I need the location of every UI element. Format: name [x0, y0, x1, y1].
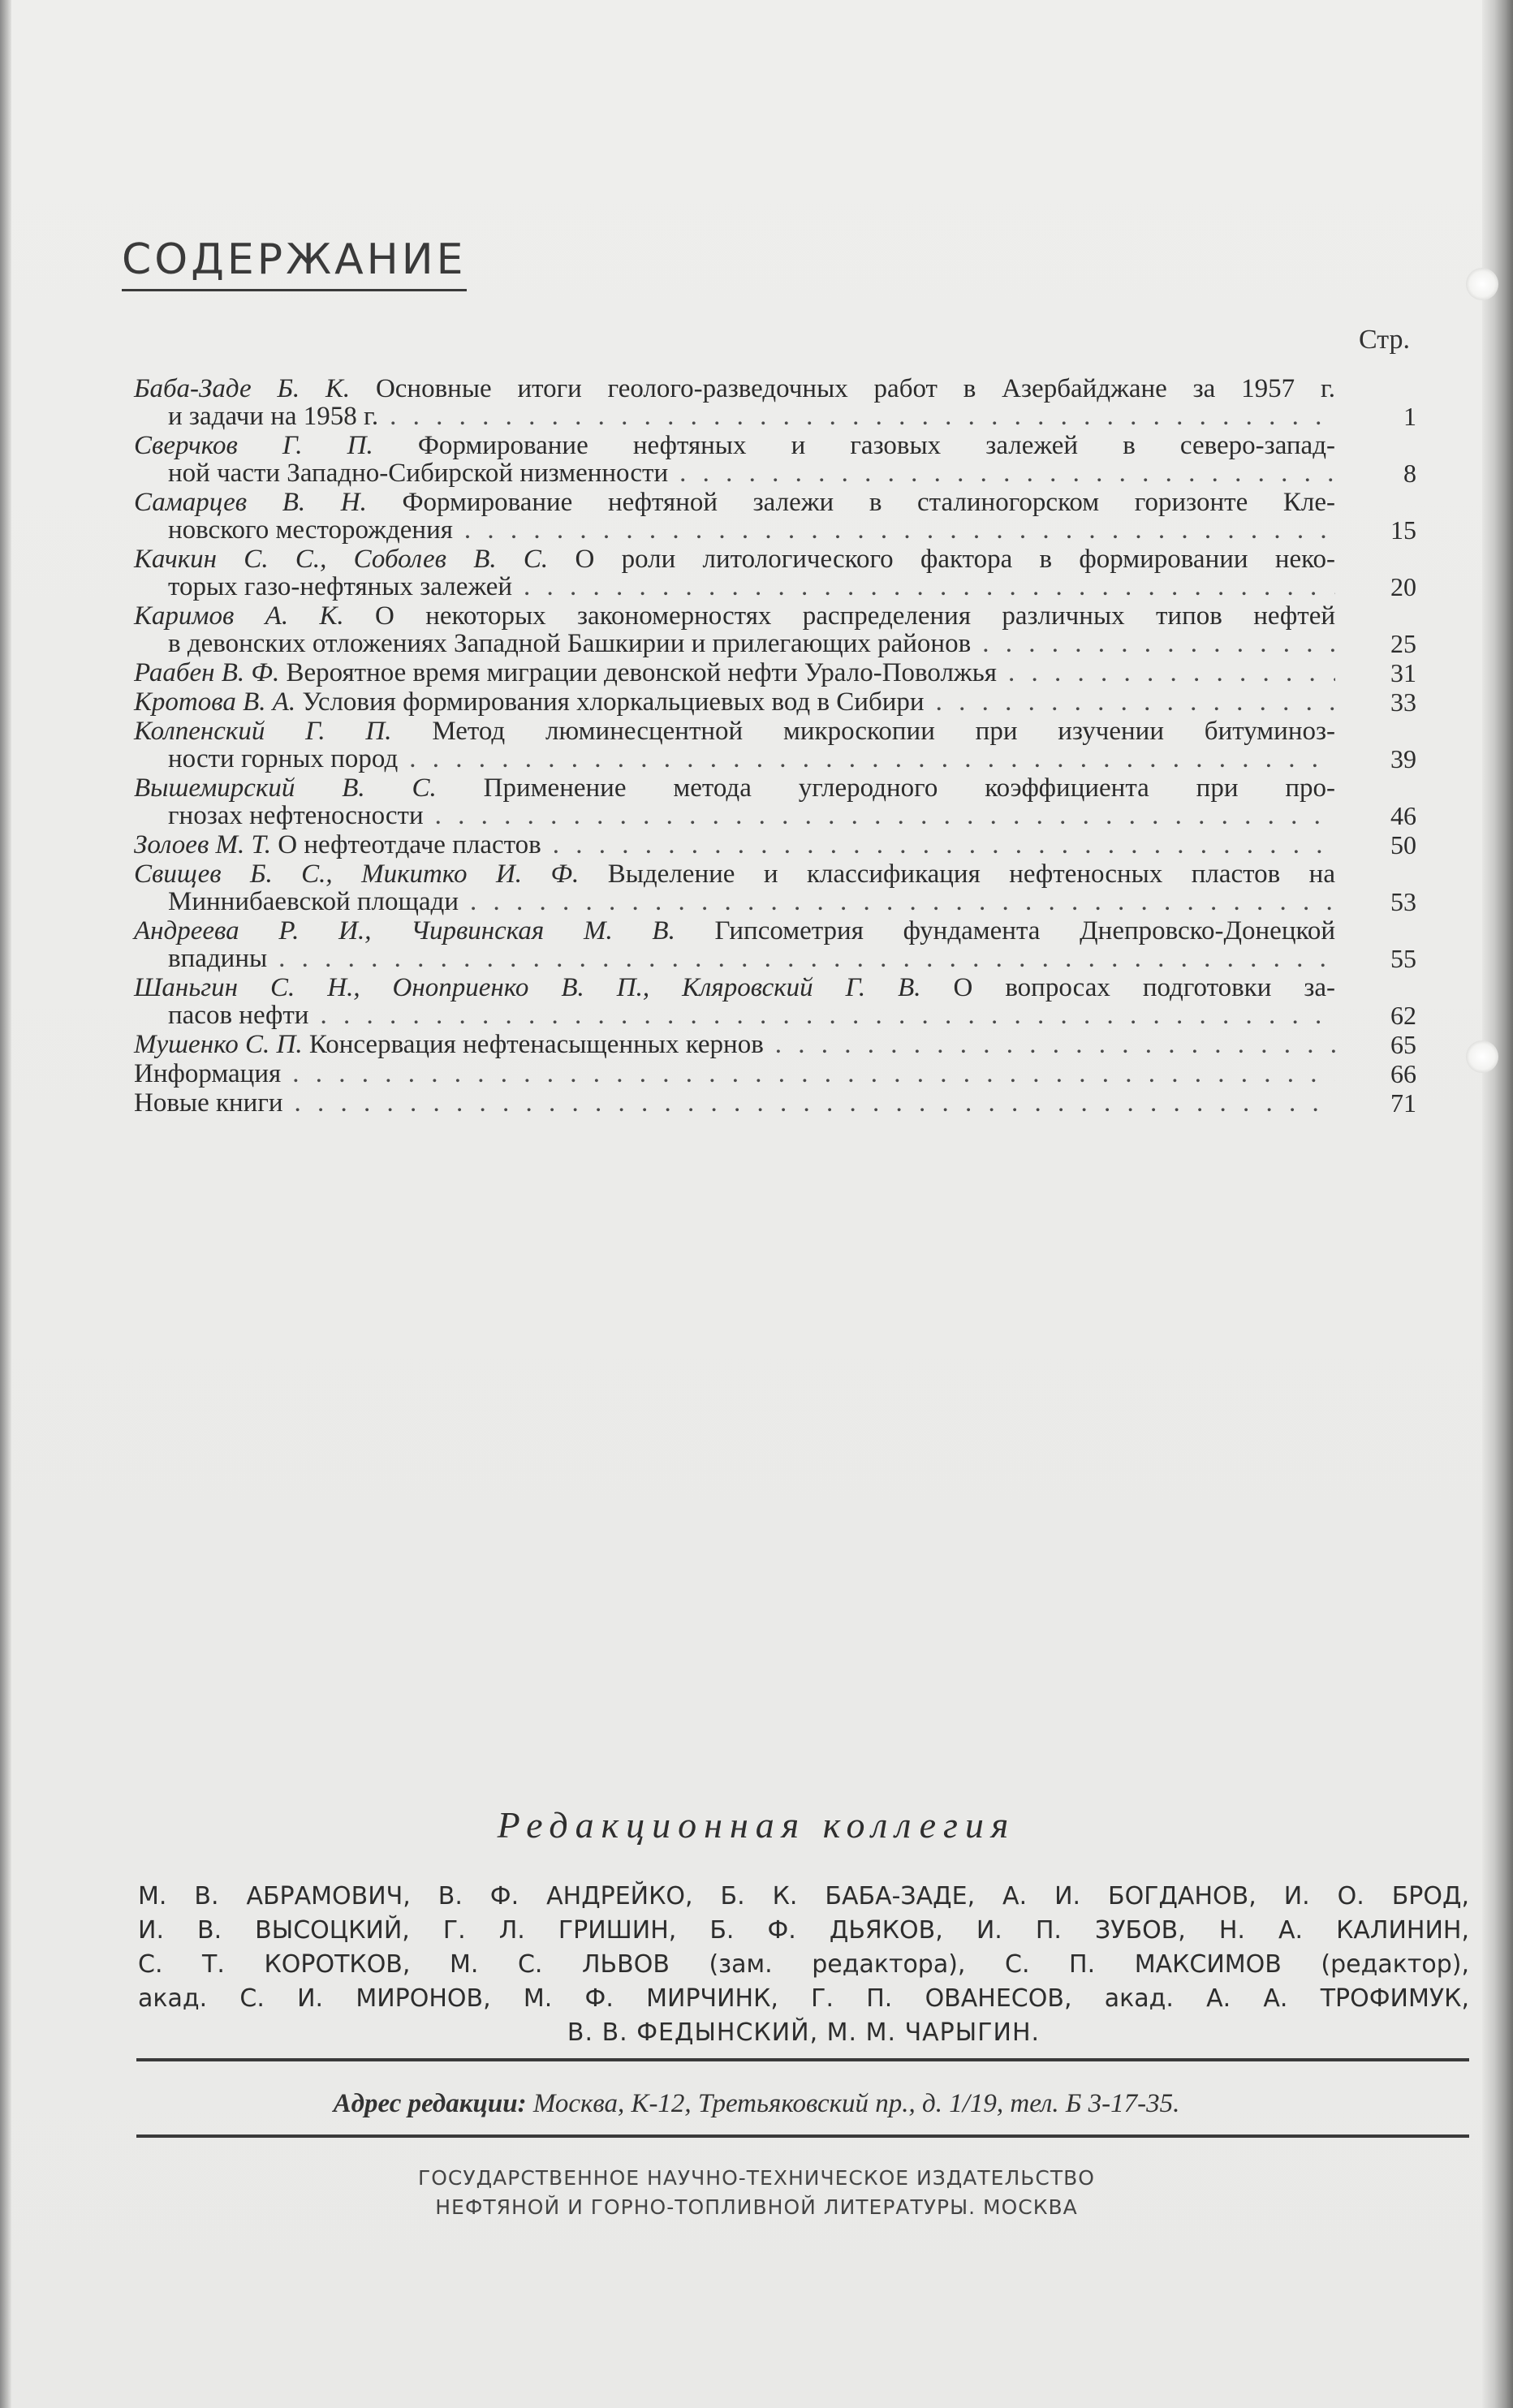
dot-leader [971, 630, 1335, 657]
toc-entry-text [134, 688, 925, 716]
toc-entry [134, 1088, 1416, 1118]
divider-rule-bottom [136, 2134, 1469, 2138]
toc-entry-first-line [134, 917, 1335, 945]
toc-entry [134, 687, 1416, 717]
toc-entry-title-continued: и задачи на 1958 г. [168, 402, 379, 431]
toc-page-number: 39 [1390, 744, 1416, 773]
toc-entry-first-line [134, 974, 1335, 1002]
toc-page-number: 66 [1390, 1059, 1416, 1088]
board-title: Редакционная коллегия [497, 1804, 1016, 1846]
toc-entry-first-line [134, 602, 1335, 630]
toc-page-number: 50 [1390, 830, 1416, 859]
toc-entry-continuation [134, 630, 1335, 657]
toc-entry-continuation [134, 945, 1335, 972]
toc-page-number: 55 [1390, 944, 1416, 973]
toc-entry-title: Информация [134, 1059, 282, 1088]
toc-entry-title: Новые книги [134, 1088, 283, 1118]
toc-entry-first-line [134, 717, 1335, 745]
toc-entry-title: Выделение и классификация нефтеносных пластов на [607, 859, 1335, 889]
toc-entry-first-line [134, 774, 1335, 802]
toc-entry-title: О нефтеотдаче пластов [278, 830, 541, 859]
publisher-line: ГОСУДАРСТВЕННОЕ НАУЧНО-ТЕХНИЧЕСКОЕ ИЗДАТЕЛЬСТВО [418, 2166, 1095, 2190]
toc-entry-title: О роли литологического фактора в формировании неко- [575, 545, 1335, 574]
toc-entry-text [134, 831, 541, 859]
toc-entry-authors: Раабен В. Ф. [134, 658, 280, 687]
toc-page-number: 15 [1390, 515, 1416, 545]
toc-entry-title: Консервация нефтенасыщенных кернов [308, 1030, 764, 1059]
toc-entry-first-line [134, 489, 1335, 516]
toc-entry-title: Формирование нефтяной залежи в сталиногорском горизонте Кле- [402, 488, 1335, 517]
binding-hole [1466, 268, 1498, 300]
dot-leader [997, 659, 1335, 687]
toc-entry [134, 601, 1416, 658]
dot-leader [308, 1002, 1335, 1029]
toc-entry-title: Применение метода углеродного коэффициента при про- [483, 773, 1336, 803]
toc-page-number: 8 [1403, 459, 1416, 488]
toc-page-number: 65 [1390, 1030, 1416, 1059]
toc-page-number: 62 [1390, 1001, 1416, 1030]
board-member-line: С. Т. КОРОТКОВ, М. С. ЛЬВОВ (зам. редактора), С. П. МАКСИМОВ (редактор), [138, 1950, 1469, 1979]
address-text: Москва, К-12, Третьяковский пр., д. 1/19, тел. Б 3-17-35. [532, 2089, 1180, 2118]
toc-entry-text [134, 1089, 283, 1117]
toc-entry-title: Гипсометрия фундамента Днепровско-Донецкой [714, 916, 1336, 946]
dot-leader [459, 888, 1335, 915]
toc-entry [134, 488, 1416, 545]
toc-entry-authors: Золоев М. Т. [134, 830, 272, 859]
toc-entry-line [134, 1060, 1335, 1088]
toc-entry-continuation [134, 573, 1335, 601]
toc-entry-authors: Баба-Заде Б. К. [134, 374, 351, 403]
publisher-line: НЕФТЯНОЙ И ГОРНО-ТОПЛИВНОЙ ЛИТЕРАТУРЫ. МОСКВА [435, 2195, 1078, 2219]
toc-entry [134, 773, 1416, 830]
board-member-line: И. В. ВЫСОЦКИЙ, Г. Л. ГРИШИН, Б. Ф. ДЬЯКОВ, И. П. ЗУБОВ, Н. А. КАЛИНИН, [138, 1916, 1469, 1945]
toc-entry-title: О вопросах подготовки за- [953, 973, 1335, 1002]
toc-entry-line [134, 1089, 1335, 1117]
toc-entry-title: Условия формирования хлоркальциевых вод в Сибири [302, 687, 925, 717]
page-column-label: Стр. [1359, 325, 1411, 355]
toc-entry-text [134, 1031, 764, 1058]
toc-entry-title: О некоторых закономерностях распределения различных типов нефтей [375, 601, 1336, 631]
publisher-imprint [0, 2164, 1513, 2222]
toc-entry-title: Основные итоги геолого-разведочных работ в Азербайджане за 1957 г. [375, 374, 1336, 403]
toc-entry-authors: Самарцев В. Н. [134, 488, 367, 517]
table-of-contents [134, 375, 1433, 1117]
toc-entry-title-continued: ности горных пород [168, 744, 399, 773]
toc-entry-authors: Сверчков Г. П. [134, 431, 373, 460]
toc-entry-continuation [134, 888, 1335, 915]
toc-page-number: 33 [1390, 687, 1416, 717]
divider-rule-top [136, 2058, 1469, 2061]
toc-page-number: 20 [1390, 572, 1416, 601]
toc-page-number: 31 [1390, 658, 1416, 687]
dot-leader [267, 945, 1335, 972]
toc-entry-line [134, 659, 1335, 687]
toc-entry-authors: Мушенко С. П. [134, 1030, 303, 1059]
dot-leader [378, 403, 1335, 430]
toc-entry-title-continued: в девонских отложениях Западной Башкирии и прилегающих районов [168, 629, 972, 658]
board-member-line: В. В. ФЕДЫНСКИЙ, М. М. ЧАРЫГИН. [567, 2018, 1041, 2047]
toc-entry-first-line [134, 545, 1335, 573]
page-binding-edge [1482, 0, 1513, 2408]
toc-entry-line [134, 1031, 1335, 1058]
toc-entry [134, 859, 1416, 916]
toc-entry-authors: Кротова В. А. [134, 687, 296, 717]
toc-entry [134, 374, 1416, 431]
toc-page-number: 46 [1390, 801, 1416, 830]
toc-entry-line [134, 831, 1335, 859]
toc-entry-title-continued: пасов нефти [168, 1001, 309, 1030]
toc-entry [134, 658, 1416, 687]
toc-page-number: 53 [1390, 887, 1416, 916]
toc-entry-authors: Каримов А. К. [134, 601, 344, 631]
toc-page-number: 25 [1390, 629, 1416, 658]
toc-entry-title: Вероятное время миграции девонской нефти Урало-Поволжья [286, 658, 997, 687]
toc-entry-title-continued: ной части Западно-Сибирской низменности [168, 459, 669, 488]
dot-leader [281, 1060, 1335, 1088]
dot-leader [398, 745, 1335, 773]
toc-entry-title-continued: Миннибаевской площади [168, 887, 459, 916]
binding-hole [1466, 1040, 1498, 1073]
toc-entry-title: Метод люминесцентной микроскопии при изучении битуминоз- [432, 717, 1336, 746]
toc-entry-title-continued: впадины [168, 944, 268, 973]
toc-page-number: 1 [1403, 402, 1416, 431]
toc-entry-title: Формирование нефтяных и газовых залежей в северо-запад- [417, 431, 1335, 460]
toc-entry-authors: Шаньгин С. Н., Оноприенко В. П., Кляровский Г. В. [134, 973, 921, 1002]
dot-leader [541, 831, 1335, 859]
toc-entry-continuation [134, 1002, 1335, 1029]
board-member-line: М. В. АБРАМОВИЧ, В. Ф. АНДРЕЙКО, Б. К. БАБА-ЗАДЕ, А. И. БОГДАНОВ, И. О. БРОД, [138, 1882, 1469, 1910]
dot-leader [764, 1031, 1335, 1058]
toc-entry-authors: Колпенский Г. П. [134, 717, 392, 746]
dot-leader [283, 1089, 1335, 1117]
toc-entry-title-continued: гнозах нефтеносности [168, 801, 424, 830]
board-members [138, 1880, 1469, 2050]
contents-heading: СОДЕРЖАНИЕ [122, 235, 467, 291]
toc-entry-first-line [134, 375, 1335, 403]
toc-entry [134, 916, 1416, 973]
toc-entry [134, 1059, 1416, 1088]
toc-entry [134, 431, 1416, 488]
address-label: Адрес редакции: [333, 2089, 527, 2118]
toc-entry-authors: Свищев Б. С., Микитко И. Ф. [134, 859, 580, 889]
toc-entry-continuation [134, 403, 1335, 430]
dot-leader [453, 516, 1335, 544]
toc-entry-title-continued: торых газо-нефтяных залежей [168, 572, 513, 601]
toc-page-number: 71 [1390, 1088, 1416, 1118]
toc-entry-authors: Вышемирский В. С. [134, 773, 437, 803]
dot-leader [424, 802, 1335, 829]
toc-entry [134, 545, 1416, 601]
toc-entry [134, 973, 1416, 1030]
page-left-edge [0, 0, 11, 2408]
toc-entry-first-line [134, 860, 1335, 888]
toc-entry-first-line [134, 432, 1335, 459]
dot-leader [668, 459, 1335, 487]
dot-leader [512, 573, 1335, 601]
toc-entry-title-continued: новского месторождения [168, 515, 453, 545]
toc-entry-continuation [134, 459, 1335, 487]
toc-entry-authors: Качкин С. С., Соболев В. С. [134, 545, 549, 574]
toc-entry-text [134, 659, 997, 687]
toc-entry [134, 1030, 1416, 1059]
dot-leader [925, 688, 1335, 716]
toc-entry-continuation [134, 745, 1335, 773]
toc-entry-text [134, 1060, 281, 1088]
editorial-address [0, 2089, 1513, 2119]
toc-entry-line [134, 688, 1335, 716]
toc-entry-authors: Андреева Р. И., Чирвинская М. В. [134, 916, 675, 946]
toc-entry [134, 717, 1416, 773]
toc-entry-continuation [134, 516, 1335, 544]
board-member-line: акад. С. И. МИРОНОВ, М. Ф. МИРЧИНК, Г. П. ОВАНЕСОВ, акад. А. А. ТРОФИМУК, [138, 1984, 1469, 2013]
toc-entry-continuation [134, 802, 1335, 829]
toc-entry [134, 830, 1416, 859]
